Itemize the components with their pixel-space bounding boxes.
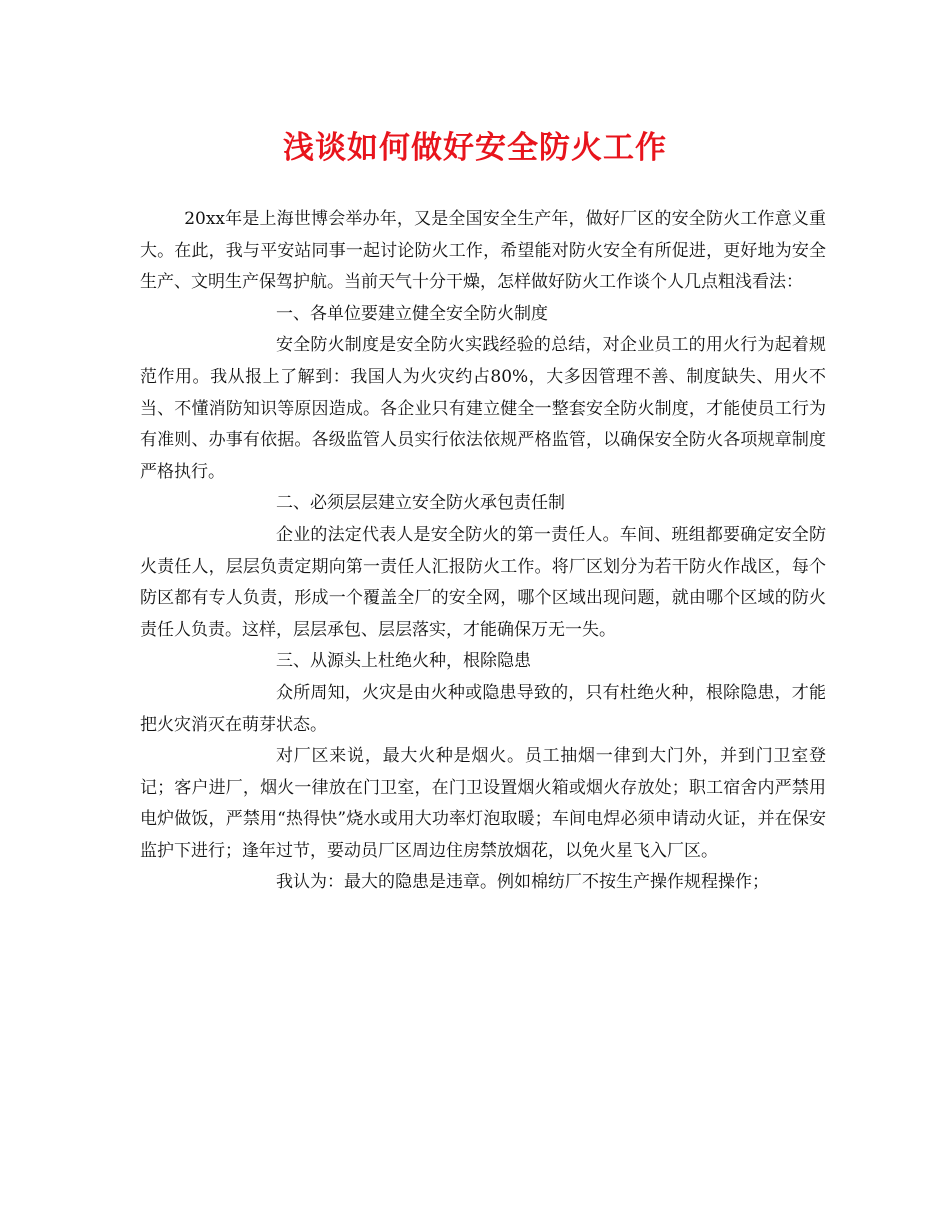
paragraph-section-3b: 对厂区来说，最大火种是烟火。员工抽烟一律到大门外，并到门卫室登记；客户进厂，烟火一律放在门卫室，在门卫设置烟火箱或烟火存放处；职工宿舍内严禁用电炉做饭，严禁用“热得快”烧水或用大功率灯泡取暖；车间电焊必须申请动火证，并在保安监护下进行；逢年过节，要动员厂区周边住房禁放烟花，以免火星飞入厂区。 bbox=[140, 746, 826, 861]
section-heading-1: 一、各单位要建立健全安全防火制度 bbox=[276, 303, 548, 324]
section-heading-2: 二、必须层层建立安全防火承包责任制 bbox=[276, 493, 565, 514]
paragraph-intro: 20xx年是上海世博会举办年，又是全国安全生产年，做好厂区的安全防火工作意义重大。在此，我与平安站同事一起讨论防火工作，希望能对防火安全有所促进，更好地为安全生产、文明生产保驾护航。当前天气十分干燥，怎样做好防火工作谈个人几点粗浅看法： bbox=[140, 209, 826, 293]
paragraph-section-1: 安全防火制度是安全防火实践经验的总结，对企业员工的用火行为起着规范作用。我从报上了解到：我国人为火灾约占80%，大多因管理不善、制度缺失、用火不当、不懂消防知识等原因造成。各企业只有建立健全一整套安全防火制度，才能使员工行为有准则、办事有依据。各级监管人员实行依法依规严格监管，以确保安全防火各项规章制度严格执行。 bbox=[140, 335, 826, 482]
document-title: 浅谈如何做好安全防火工作 bbox=[283, 130, 667, 166]
section-heading-3: 三、从源头上杜绝火种，根除隐患 bbox=[276, 651, 531, 672]
paragraph-section-3c: 我认为：最大的隐患是违章。例如棉纺厂不按生产操作规程操作； bbox=[276, 872, 769, 893]
paragraph-section-2: 企业的法定代表人是安全防火的第一责任人。车间、班组都要确定安全防火责任人，层层负责定期向第一责任人汇报防火工作。将厂区划分为若干防火作战区，每个防区都有专人负责，形成一个覆盖全厂的安全网，哪个区域出现问题，就由哪个区域的防火责任人负责。这样，层层承包、层层落实，才能确保万无一失。 bbox=[140, 524, 826, 640]
paragraph-section-3a: 众所周知，火灾是由火种或隐患导致的，只有杜绝火种，根除隐患，才能把火灾消灭在萌芽状态。 bbox=[140, 682, 826, 735]
document-body bbox=[140, 204, 826, 899]
